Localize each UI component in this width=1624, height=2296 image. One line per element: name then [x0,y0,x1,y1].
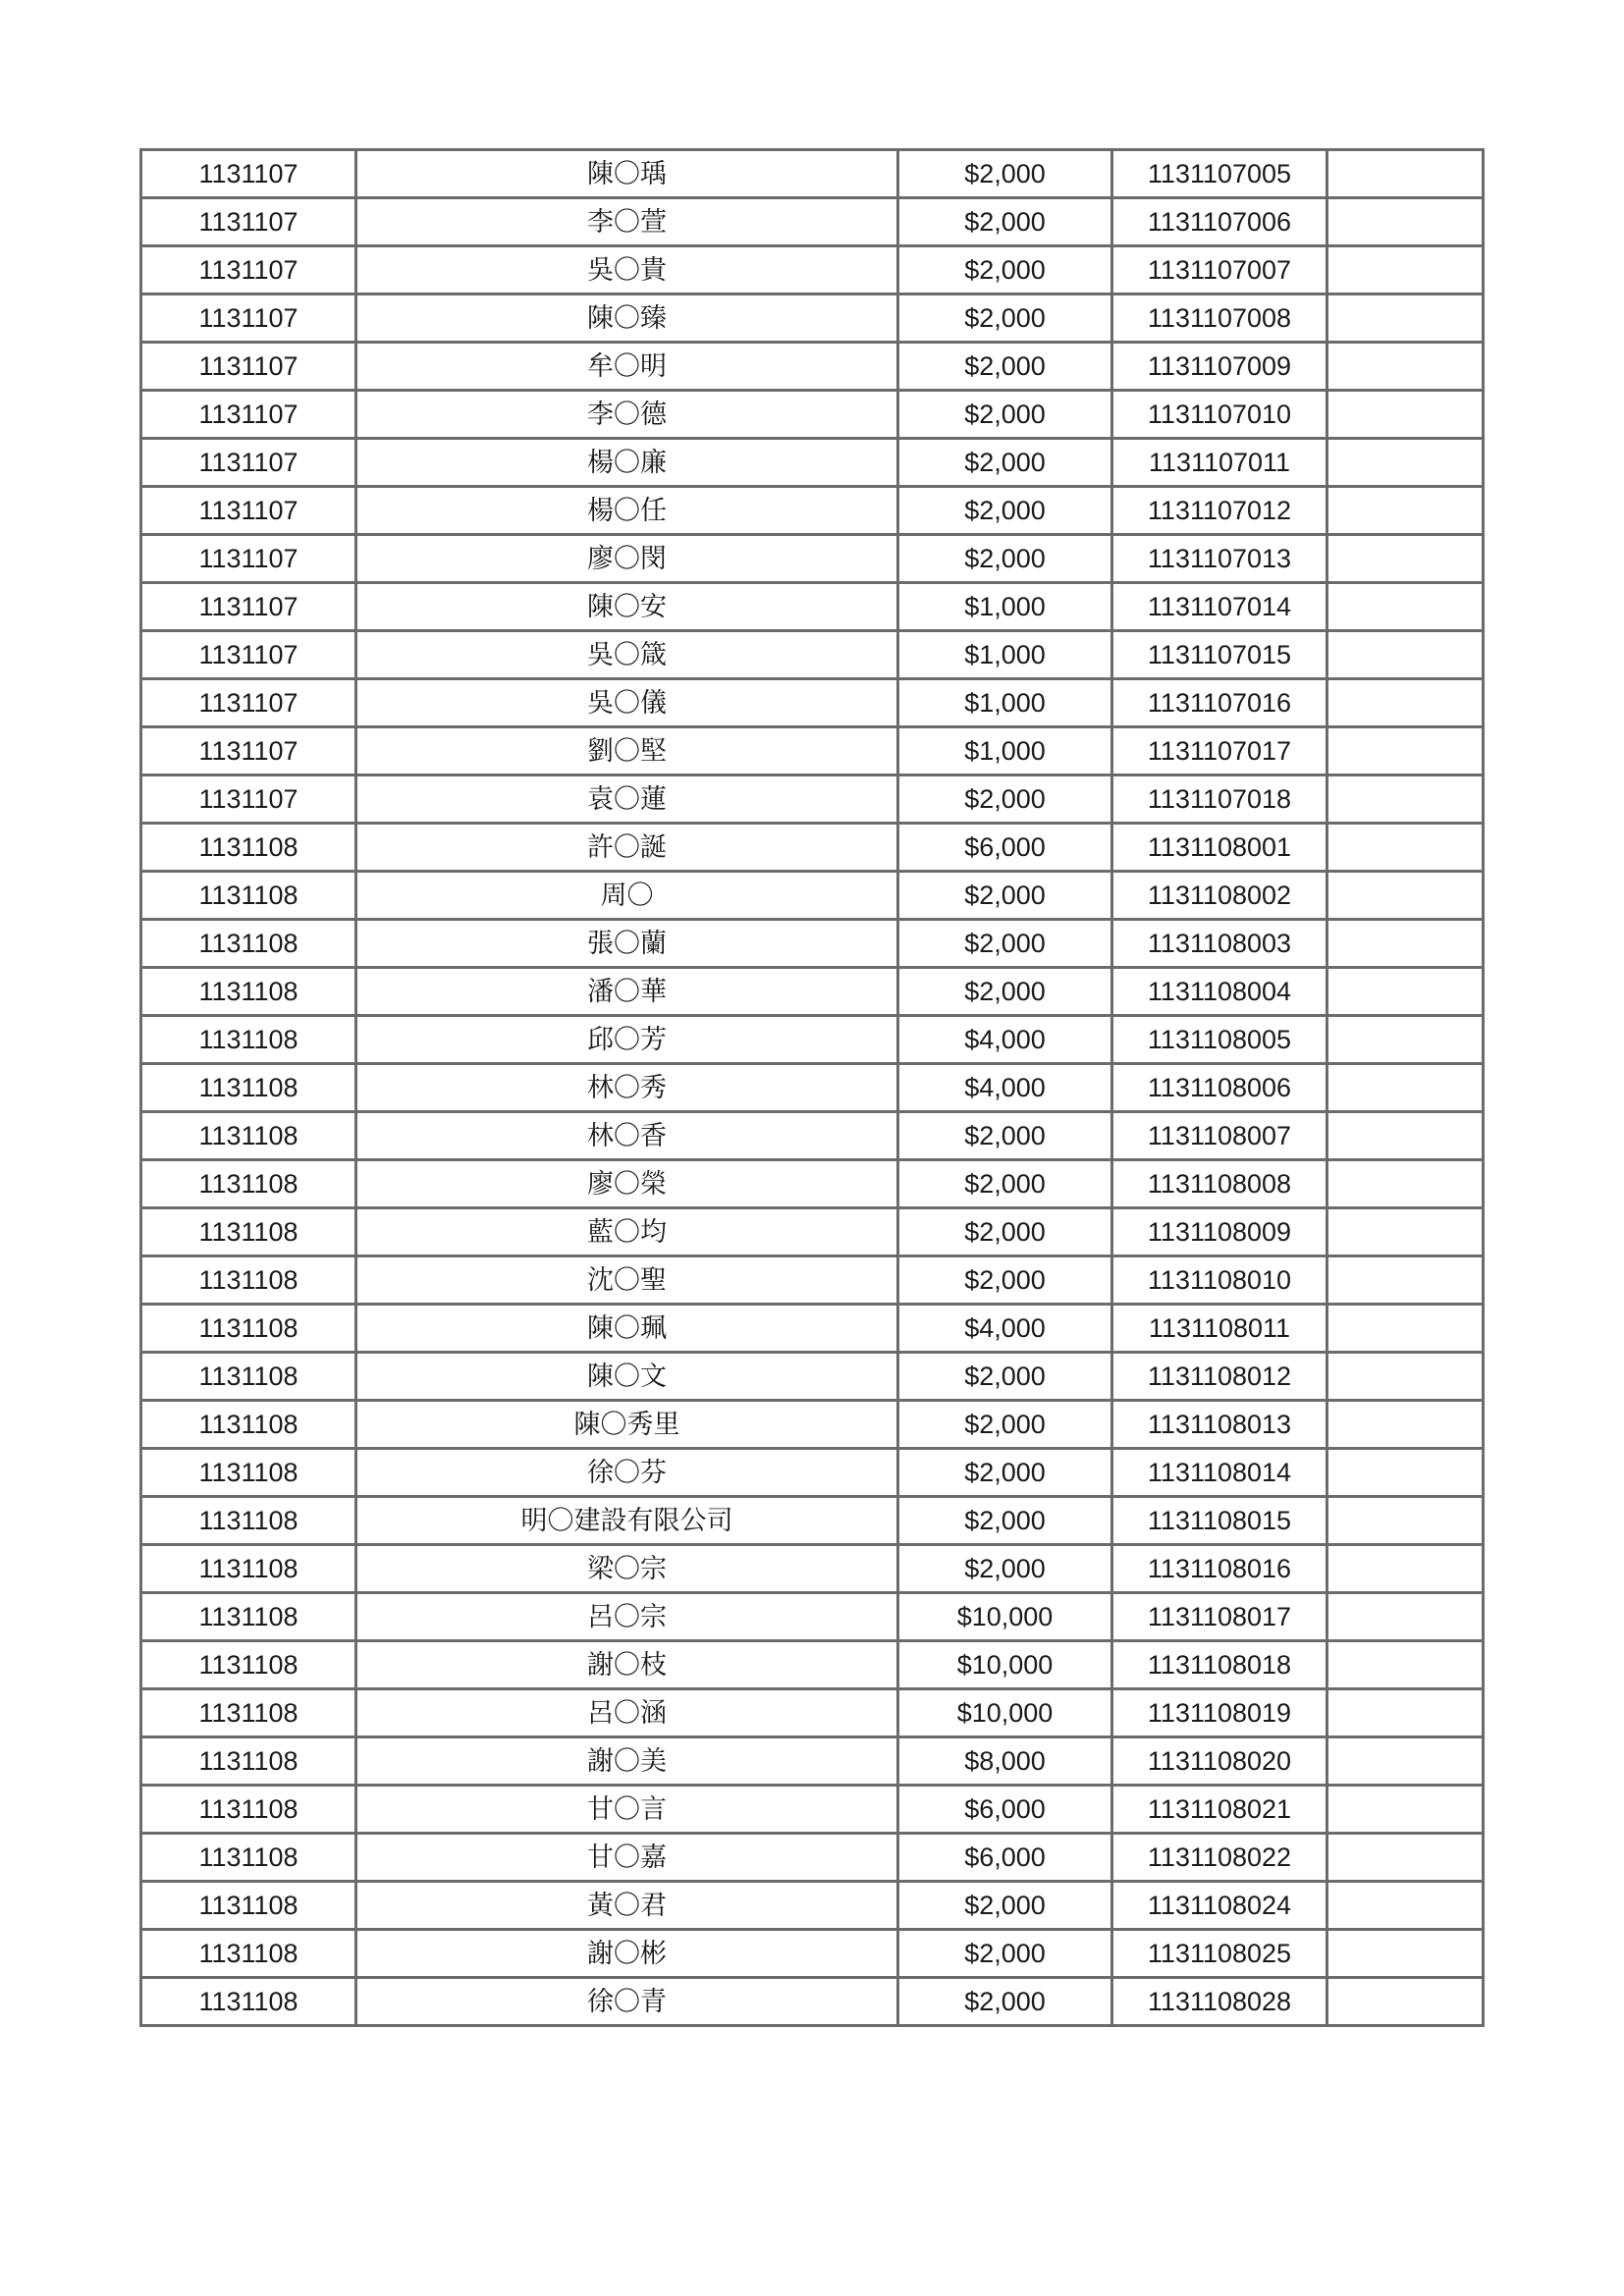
name-cell: 陳〇秀里 [356,1401,898,1449]
note-cell [1327,198,1484,246]
receipt-number-cell: 1131108010 [1112,1256,1327,1305]
date-cell: 1131108 [141,968,356,1016]
note-cell [1327,824,1484,872]
table-row [141,1305,1484,1353]
amount-cell: $2,000 [898,1208,1112,1256]
receipt-number-cell: 1131108012 [1112,1353,1327,1401]
name-cell: 謝〇美 [356,1737,898,1786]
amount-cell: $10,000 [898,1641,1112,1689]
receipt-number-cell: 1131107008 [1112,294,1327,343]
amount-cell: $2,000 [898,391,1112,439]
receipt-number-cell: 1131108028 [1112,1978,1327,2026]
table-row [141,246,1484,294]
receipt-number-cell: 1131108008 [1112,1160,1327,1208]
note-cell [1327,246,1484,294]
name-cell: 謝〇枝 [356,1641,898,1689]
amount-cell: $2,000 [898,968,1112,1016]
date-cell: 1131107 [141,679,356,727]
amount-cell: $6,000 [898,824,1112,872]
amount-cell: $4,000 [898,1064,1112,1112]
receipt-number-cell: 1131108024 [1112,1882,1327,1930]
receipt-number-cell: 1131108011 [1112,1305,1327,1353]
amount-cell: $2,000 [898,439,1112,487]
note-cell [1327,487,1484,535]
date-cell: 1131108 [141,824,356,872]
table-row [141,1016,1484,1064]
note-cell [1327,920,1484,968]
note-cell [1327,727,1484,775]
note-cell [1327,1930,1484,1978]
table-row [141,1449,1484,1497]
date-cell: 1131108 [141,1545,356,1593]
note-cell [1327,343,1484,391]
amount-cell: $2,000 [898,775,1112,824]
date-cell: 1131108 [141,1256,356,1305]
note-cell [1327,1834,1484,1882]
table-row [141,1786,1484,1834]
table-row [141,775,1484,824]
table-row [141,1401,1484,1449]
receipt-number-cell: 1131107013 [1112,535,1327,583]
table-row [141,487,1484,535]
receipt-number-cell: 1131108016 [1112,1545,1327,1593]
date-cell: 1131108 [141,1064,356,1112]
date-cell: 1131108 [141,1016,356,1064]
table-row [141,1112,1484,1160]
date-cell: 1131107 [141,391,356,439]
note-cell [1327,150,1484,198]
receipt-number-cell: 1131107016 [1112,679,1327,727]
table-row [141,1737,1484,1786]
table-row [141,1497,1484,1545]
date-cell: 1131108 [141,1930,356,1978]
amount-cell: $2,000 [898,872,1112,920]
name-cell: 陳〇臻 [356,294,898,343]
table-row [141,150,1484,198]
amount-cell: $1,000 [898,631,1112,679]
note-cell [1327,872,1484,920]
receipt-number-cell: 1131108017 [1112,1593,1327,1641]
amount-cell: $4,000 [898,1016,1112,1064]
receipt-number-cell: 1131108015 [1112,1497,1327,1545]
receipt-number-cell: 1131107006 [1112,198,1327,246]
date-cell: 1131108 [141,1786,356,1834]
table-row [141,1353,1484,1401]
date-cell: 1131107 [141,583,356,631]
table-row [141,727,1484,775]
name-cell: 呂〇涵 [356,1689,898,1737]
name-cell: 明〇建設有限公司 [356,1497,898,1545]
name-cell: 甘〇嘉 [356,1834,898,1882]
receipt-number-cell: 1131108009 [1112,1208,1327,1256]
name-cell: 甘〇言 [356,1786,898,1834]
note-cell [1327,391,1484,439]
table-row [141,1160,1484,1208]
date-cell: 1131107 [141,150,356,198]
amount-cell: $6,000 [898,1786,1112,1834]
date-cell: 1131107 [141,246,356,294]
table-row [141,1978,1484,2026]
note-cell [1327,1256,1484,1305]
name-cell: 李〇德 [356,391,898,439]
receipt-number-cell: 1131108025 [1112,1930,1327,1978]
table-row [141,631,1484,679]
receipt-number-cell: 1131108021 [1112,1786,1327,1834]
receipt-number-cell: 1131108006 [1112,1064,1327,1112]
date-cell: 1131108 [141,1305,356,1353]
table-row [141,1834,1484,1882]
note-cell [1327,294,1484,343]
note-cell [1327,1545,1484,1593]
date-cell: 1131108 [141,1593,356,1641]
table-row [141,1641,1484,1689]
date-cell: 1131108 [141,1737,356,1786]
name-cell: 謝〇彬 [356,1930,898,1978]
table-row [141,1208,1484,1256]
name-cell: 楊〇廉 [356,439,898,487]
note-cell [1327,1689,1484,1737]
name-cell: 李〇萱 [356,198,898,246]
date-cell: 1131107 [141,727,356,775]
date-cell: 1131108 [141,1112,356,1160]
name-cell: 楊〇任 [356,487,898,535]
table-row [141,1930,1484,1978]
name-cell: 陳〇珮 [356,1305,898,1353]
name-cell: 廖〇榮 [356,1160,898,1208]
receipt-number-cell: 1131108022 [1112,1834,1327,1882]
table-row [141,343,1484,391]
name-cell: 林〇秀 [356,1064,898,1112]
receipt-number-cell: 1131107012 [1112,487,1327,535]
name-cell: 張〇蘭 [356,920,898,968]
receipt-number-cell: 1131108019 [1112,1689,1327,1737]
amount-cell: $2,000 [898,198,1112,246]
table-row [141,968,1484,1016]
receipt-number-cell: 1131108014 [1112,1449,1327,1497]
receipt-number-cell: 1131107017 [1112,727,1327,775]
name-cell: 吳〇貴 [356,246,898,294]
receipt-number-cell: 1131107011 [1112,439,1327,487]
date-cell: 1131107 [141,294,356,343]
name-cell: 黃〇君 [356,1882,898,1930]
receipt-number-cell: 1131108005 [1112,1016,1327,1064]
table-row [141,1256,1484,1305]
amount-cell: $2,000 [898,246,1112,294]
name-cell: 徐〇芬 [356,1449,898,1497]
date-cell: 1131107 [141,198,356,246]
receipt-number-cell: 1131107007 [1112,246,1327,294]
table-row [141,391,1484,439]
amount-cell: $2,000 [898,294,1112,343]
date-cell: 1131108 [141,1882,356,1930]
table-row [141,198,1484,246]
receipt-number-cell: 1131108002 [1112,872,1327,920]
date-cell: 1131108 [141,1160,356,1208]
date-cell: 1131108 [141,1353,356,1401]
receipt-number-cell: 1131108020 [1112,1737,1327,1786]
amount-cell: $2,000 [898,1978,1112,2026]
date-cell: 1131108 [141,1834,356,1882]
amount-cell: $2,000 [898,487,1112,535]
table-row [141,1064,1484,1112]
date-cell: 1131108 [141,1641,356,1689]
date-cell: 1131108 [141,920,356,968]
date-cell: 1131108 [141,1689,356,1737]
table-row [141,872,1484,920]
name-cell: 梁〇宗 [356,1545,898,1593]
amount-cell: $8,000 [898,1737,1112,1786]
note-cell [1327,1353,1484,1401]
amount-cell: $2,000 [898,535,1112,583]
note-cell [1327,1737,1484,1786]
note-cell [1327,775,1484,824]
amount-cell: $6,000 [898,1834,1112,1882]
name-cell: 陳〇瑀 [356,150,898,198]
table-row [141,920,1484,968]
name-cell: 吳〇箴 [356,631,898,679]
receipt-number-cell: 1131108004 [1112,968,1327,1016]
name-cell: 林〇香 [356,1112,898,1160]
receipt-number-cell: 1131107009 [1112,343,1327,391]
table-row [141,824,1484,872]
receipt-number-cell: 1131108018 [1112,1641,1327,1689]
table-row [141,1545,1484,1593]
amount-cell: $2,000 [898,1930,1112,1978]
amount-cell: $10,000 [898,1593,1112,1641]
date-cell: 1131108 [141,1449,356,1497]
note-cell [1327,1449,1484,1497]
name-cell: 劉〇堅 [356,727,898,775]
amount-cell: $2,000 [898,1353,1112,1401]
note-cell [1327,1641,1484,1689]
note-cell [1327,1064,1484,1112]
note-cell [1327,1978,1484,2026]
date-cell: 1131108 [141,872,356,920]
table-row [141,294,1484,343]
note-cell [1327,968,1484,1016]
table-row [141,1593,1484,1641]
receipt-number-cell: 1131108001 [1112,824,1327,872]
receipt-number-cell: 1131108003 [1112,920,1327,968]
name-cell: 沈〇聖 [356,1256,898,1305]
receipt-number-cell: 1131108007 [1112,1112,1327,1160]
note-cell [1327,439,1484,487]
note-cell [1327,1401,1484,1449]
amount-cell: $1,000 [898,679,1112,727]
note-cell [1327,1112,1484,1160]
name-cell: 藍〇均 [356,1208,898,1256]
note-cell [1327,1497,1484,1545]
amount-cell: $2,000 [898,150,1112,198]
name-cell: 邱〇芳 [356,1016,898,1064]
name-cell: 周〇 [356,872,898,920]
name-cell: 陳〇文 [356,1353,898,1401]
note-cell [1327,1593,1484,1641]
name-cell: 呂〇宗 [356,1593,898,1641]
note-cell [1327,1882,1484,1930]
date-cell: 1131108 [141,1497,356,1545]
date-cell: 1131108 [141,1401,356,1449]
name-cell: 許〇誕 [356,824,898,872]
amount-cell: $2,000 [898,1882,1112,1930]
name-cell: 袁〇蓮 [356,775,898,824]
date-cell: 1131107 [141,535,356,583]
amount-cell: $1,000 [898,727,1112,775]
amount-cell: $2,000 [898,1497,1112,1545]
table-row [141,583,1484,631]
date-cell: 1131107 [141,631,356,679]
receipt-number-cell: 1131107010 [1112,391,1327,439]
table-row [141,439,1484,487]
date-cell: 1131108 [141,1978,356,2026]
note-cell [1327,1208,1484,1256]
note-cell [1327,1786,1484,1834]
note-cell [1327,583,1484,631]
date-cell: 1131108 [141,1208,356,1256]
receipt-number-cell: 1131108013 [1112,1401,1327,1449]
amount-cell: $2,000 [898,1401,1112,1449]
name-cell: 吳〇儀 [356,679,898,727]
name-cell: 廖〇閔 [356,535,898,583]
table-row [141,1689,1484,1737]
amount-cell: $4,000 [898,1305,1112,1353]
receipt-number-cell: 1131107014 [1112,583,1327,631]
table-body [141,150,1484,2026]
name-cell: 徐〇青 [356,1978,898,2026]
note-cell [1327,1016,1484,1064]
date-cell: 1131107 [141,439,356,487]
note-cell [1327,1160,1484,1208]
name-cell: 牟〇明 [356,343,898,391]
amount-cell: $10,000 [898,1689,1112,1737]
amount-cell: $2,000 [898,1256,1112,1305]
amount-cell: $2,000 [898,343,1112,391]
receipt-number-cell: 1131107015 [1112,631,1327,679]
date-cell: 1131107 [141,343,356,391]
note-cell [1327,631,1484,679]
amount-cell: $2,000 [898,1449,1112,1497]
amount-cell: $2,000 [898,1112,1112,1160]
note-cell [1327,679,1484,727]
table-row [141,679,1484,727]
amount-cell: $2,000 [898,920,1112,968]
name-cell: 潘〇華 [356,968,898,1016]
amount-cell: $1,000 [898,583,1112,631]
amount-cell: $2,000 [898,1545,1112,1593]
receipt-number-cell: 1131107018 [1112,775,1327,824]
name-cell: 陳〇安 [356,583,898,631]
note-cell [1327,1305,1484,1353]
note-cell [1327,535,1484,583]
table-row [141,535,1484,583]
table-row [141,1882,1484,1930]
amount-cell: $2,000 [898,1160,1112,1208]
donation-table [139,148,1485,2027]
date-cell: 1131107 [141,775,356,824]
date-cell: 1131107 [141,487,356,535]
receipt-number-cell: 1131107005 [1112,150,1327,198]
